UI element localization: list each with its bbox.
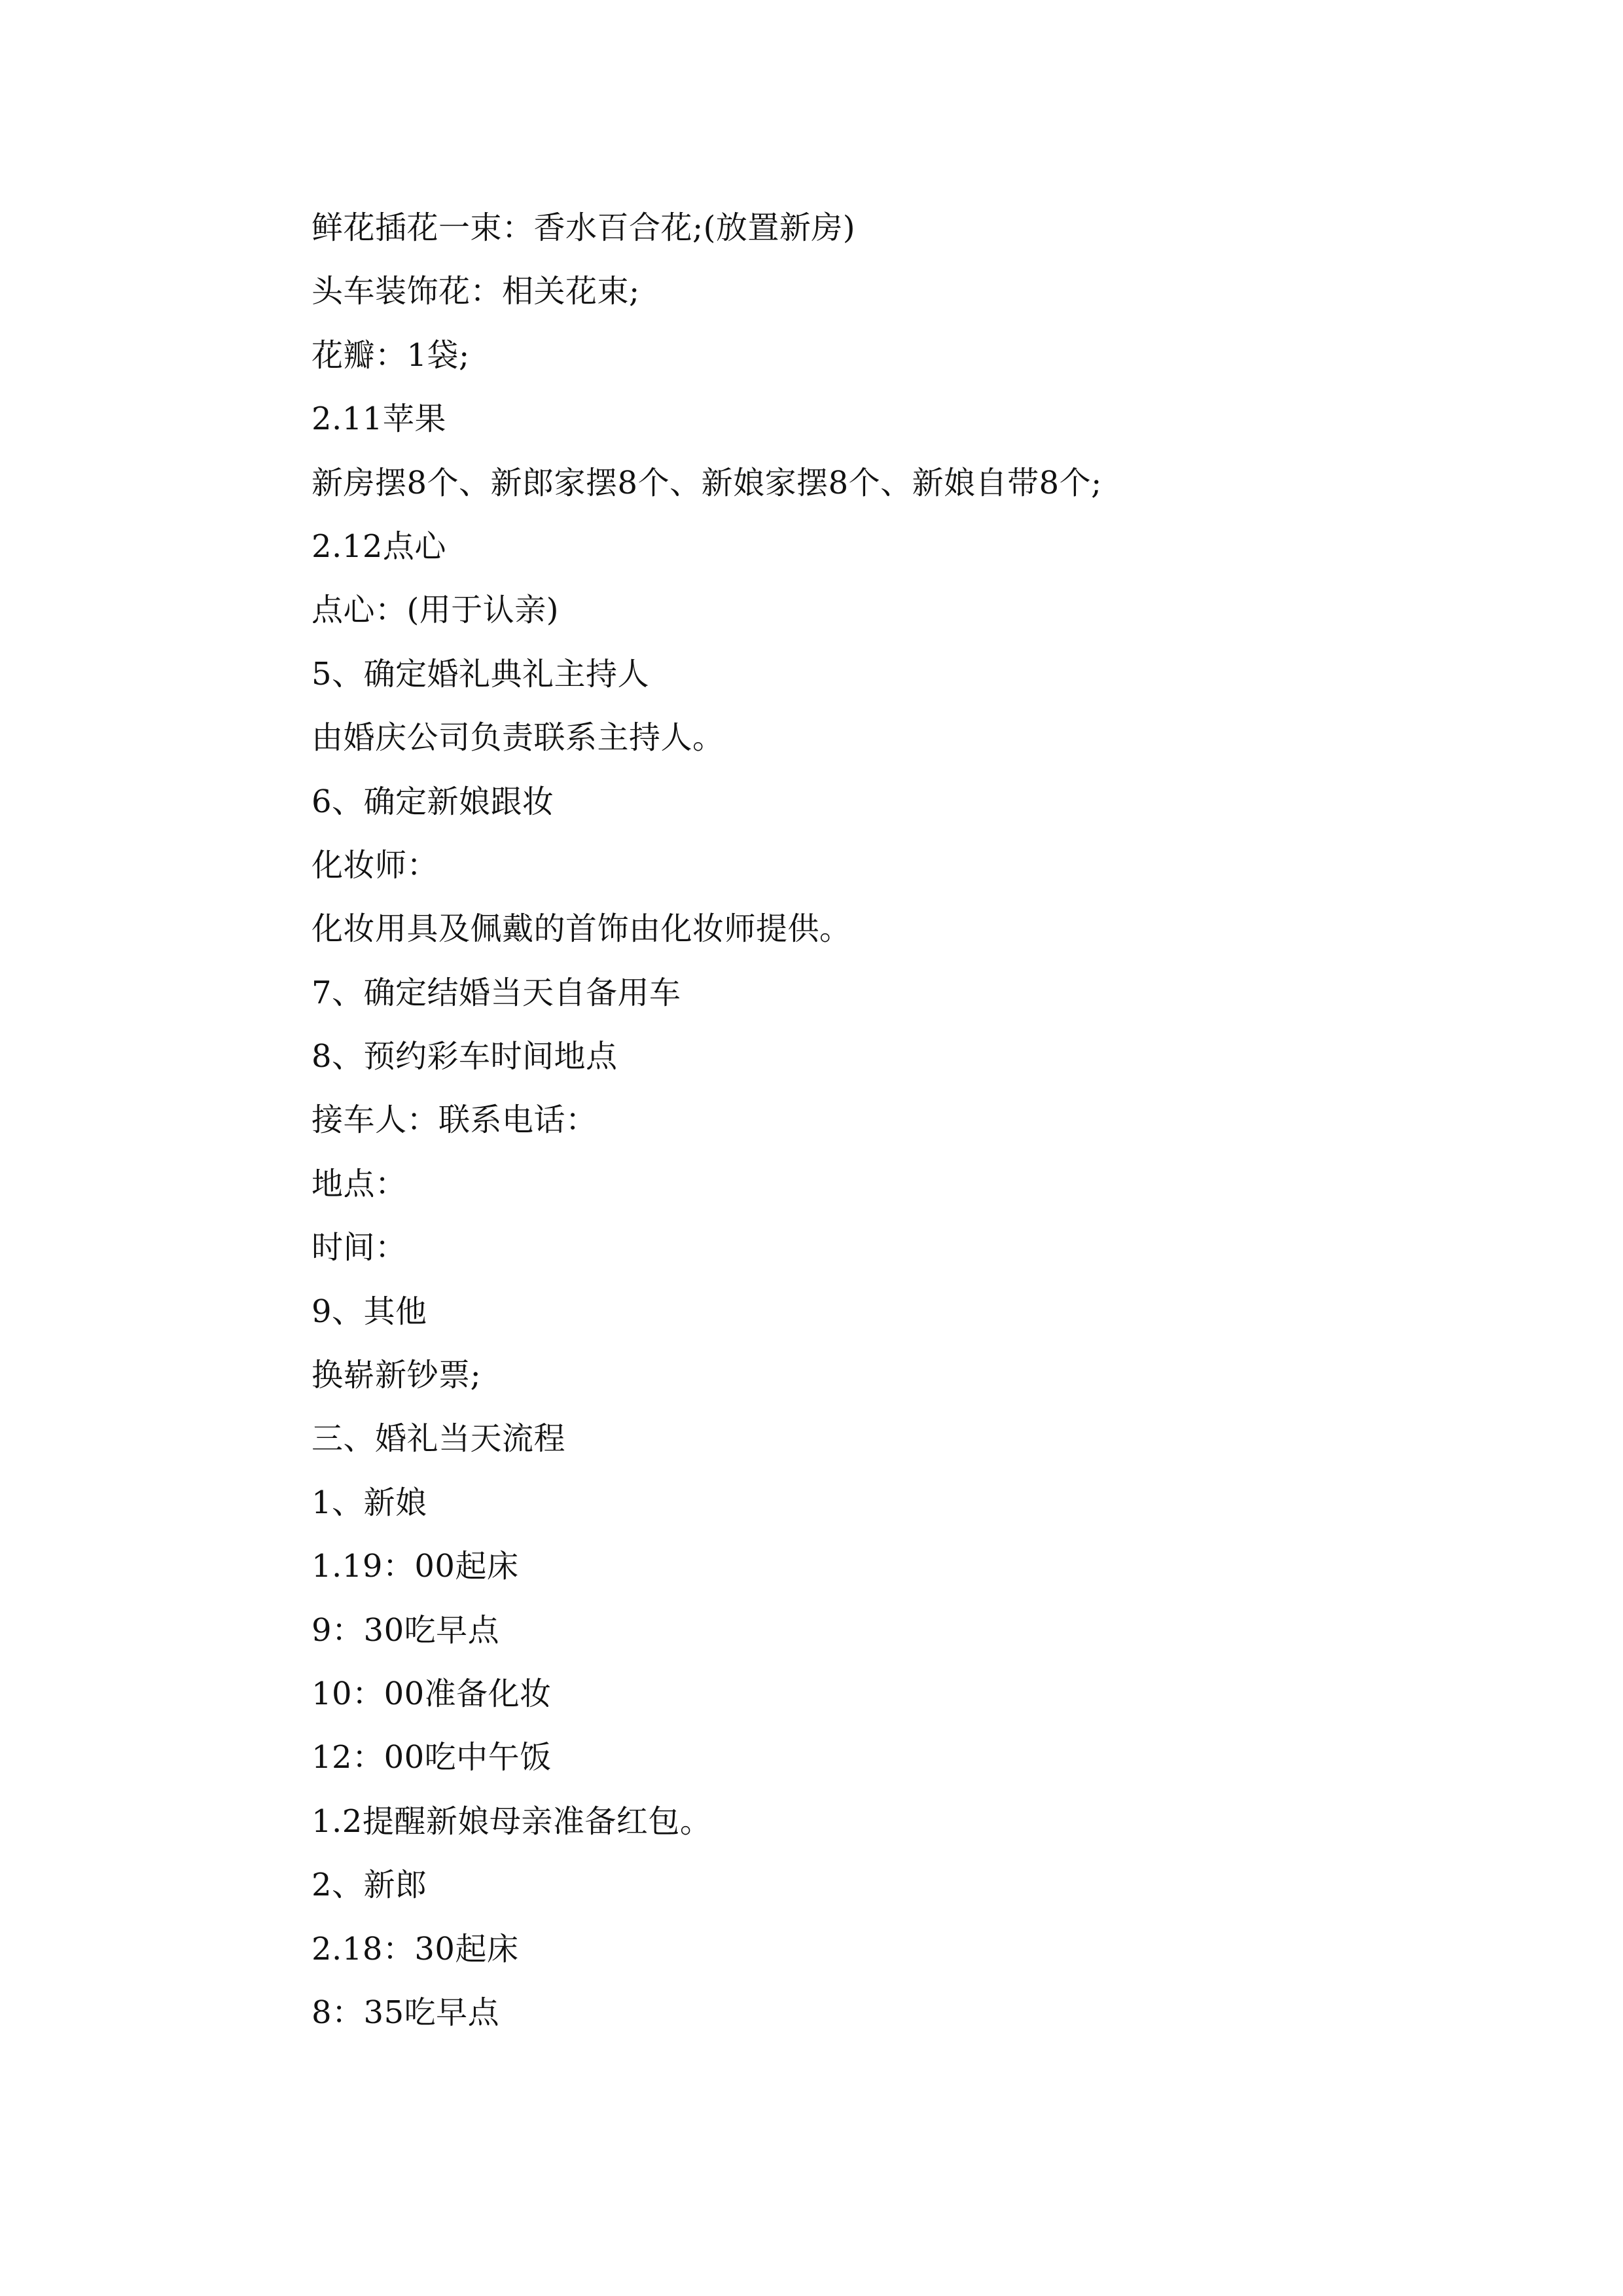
schedule-item: 9：30吃早点 — [312, 1611, 500, 1649]
text-line: 化妆师： — [312, 846, 439, 884]
section-heading: 8、预约彩车时间地点 — [312, 1038, 618, 1075]
section-heading: 2.11苹果 — [312, 401, 446, 438]
text-line: 鲜花插花一束：香水百合花;(放置新房) — [312, 209, 856, 246]
section-heading: 5、确定婚礼典礼主持人 — [312, 655, 650, 692]
text-line: 地点： — [312, 1165, 407, 1202]
text-line: 1.2提醒新娘母亲准备红包。 — [312, 1803, 712, 1840]
text-line: 由婚庆公司负责联系主持人。 — [312, 719, 724, 757]
text-line: 化妆用具及佩戴的首饰由化妆师提供。 — [312, 910, 851, 948]
text-line: 换崭新钞票; — [312, 1357, 482, 1394]
schedule-item: 2.18：30起床 — [312, 1930, 519, 1967]
chapter-heading: 三、婚礼当天流程 — [312, 1420, 566, 1458]
schedule-item: 8：35吃早点 — [312, 1994, 500, 2031]
text-line: 点心：(用于认亲) — [312, 592, 559, 629]
section-heading: 9、其他 — [312, 1293, 427, 1330]
text-line: 时间： — [312, 1229, 407, 1266]
document-body — [312, 196, 1424, 2045]
schedule-item: 10：00准备化妆 — [312, 1675, 552, 1712]
text-line: 头车装饰花：相关花束; — [312, 273, 640, 310]
schedule-item: 12：00吃中午饭 — [312, 1739, 552, 1776]
text-line: 新房摆8个、新郎家摆8个、新娘家摆8个、新娘自带8个; — [312, 464, 1102, 501]
text-line: 花瓣：1袋; — [312, 336, 470, 374]
section-heading: 1、新娘 — [312, 1484, 427, 1521]
text-line: 接车人：联系电话： — [312, 1102, 597, 1139]
section-heading: 6、确定新娘跟妆 — [312, 783, 554, 820]
section-heading: 2、新郎 — [312, 1867, 427, 1904]
section-heading: 2.12点心 — [312, 528, 446, 565]
schedule-item: 1.19：00起床 — [312, 1548, 519, 1585]
section-heading: 7、确定结婚当天自备用车 — [312, 974, 681, 1011]
